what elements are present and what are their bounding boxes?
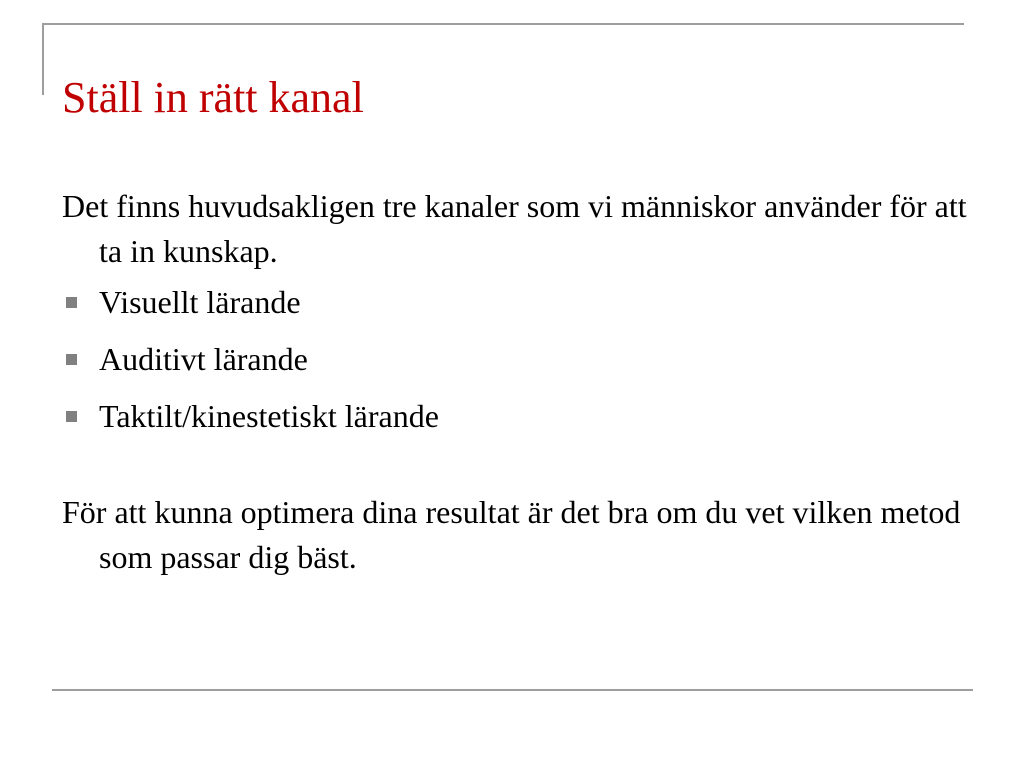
frame-bottom-line <box>52 689 973 691</box>
bullet-item <box>62 274 982 331</box>
square-bullet-icon <box>66 354 77 365</box>
bullet-label: Visuellt lärande <box>99 284 301 320</box>
frame-top-line <box>42 23 964 25</box>
intro-paragraph: Det finns huvudsakligen tre kanaler som vi människor använder för att ta in kunskap. <box>62 188 967 269</box>
bullet-label: Auditivt lärande <box>99 341 308 377</box>
square-bullet-icon <box>66 411 77 422</box>
closing-paragraph: För att kunna optimera dina resultat är det bra om du vet vilken metod som passar dig bäst. <box>62 494 961 575</box>
bullet-list <box>62 274 982 445</box>
frame-left-line <box>42 23 44 95</box>
slide-body <box>62 184 982 580</box>
bullet-item <box>62 331 982 388</box>
bullet-label: Taktilt/kinestetiskt lärande <box>99 398 439 434</box>
slide-title: Ställ in rätt kanal <box>62 73 364 122</box>
square-bullet-icon <box>66 297 77 308</box>
bullet-item <box>62 388 982 445</box>
